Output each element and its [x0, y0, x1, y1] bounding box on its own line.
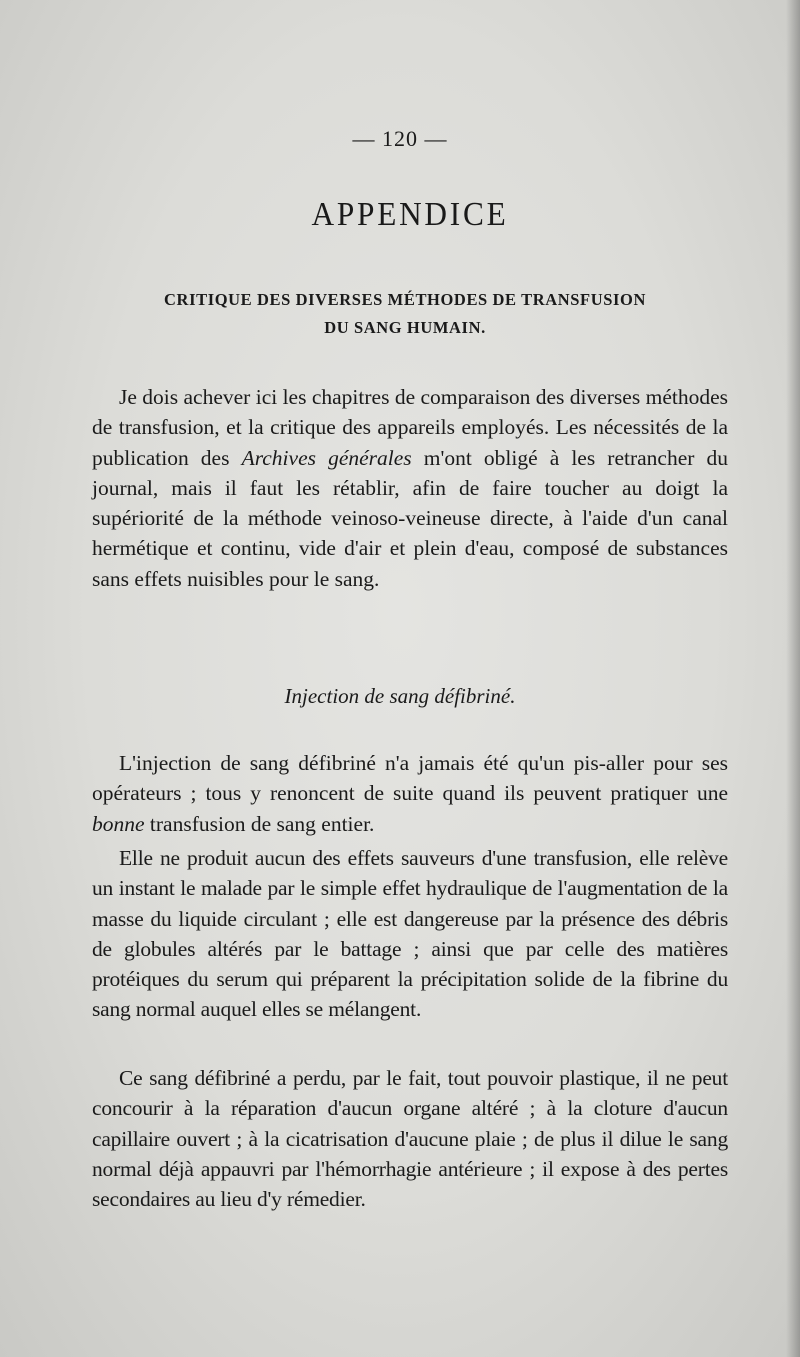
- paragraph-intro-text: [92, 382, 728, 594]
- bonne-italic: bonne: [92, 811, 145, 836]
- paragraph-intro: [92, 382, 728, 594]
- subtitle-line-2: DU SANG HUMAIN.: [324, 318, 486, 337]
- paragraph-effects-text: Elle ne produit aucun des effets sauveurs d'une transfusion, elle relève un instant le malade par le simple effet hydraulique de l'augmentation de la masse du liquide circulant ; elle est dangereuse par la présence des débris de globules altérés par le battage ; ainsi que par celle des matières protéiques du serum qui préparent la précipitation solide de la fibrine du sang normal auquel elles se mélangent.: [92, 846, 728, 1022]
- page-number: — 120 —: [352, 126, 448, 151]
- paragraph-injection-part-1: L'injection de sang défibriné n'a jamais été qu'un pis-aller pour ses opérateurs ; tous y renoncent de suite quand ils peuvent pratiquer une: [92, 751, 728, 806]
- paragraph-injection-part-2: transfusion de sang entier.: [144, 811, 375, 836]
- paragraph-conclusion: [92, 1063, 728, 1214]
- subtitle-line-1: CRITIQUE DES DIVERSES MÉTHODES DE TRANSFUSION: [164, 290, 646, 309]
- paragraph-intro-part-1: Je dois achever ici les chapitres de comparaison des diverses méthodes de transfusion, et la critique des appareils employés. Les nécessités de la publication des: [92, 385, 728, 470]
- section-heading: Injection de sang défibriné.: [284, 684, 516, 708]
- page-edge-shadow: [786, 0, 800, 1357]
- archives-title-italic: Archives générales: [241, 445, 412, 470]
- paragraph-intro-part-2: m'ont obligé à les retrancher du journal, mais il faut les rétablir, afin de faire toucher au doigt la supériorité de la méthode veinoso-veineuse directe, à l'aide d'un canal hermétique et continu, vide d'air et plein d'eau, composé de substances sans effets nuisibles pour le sang.: [92, 445, 729, 591]
- section-subtitle: [90, 286, 720, 342]
- paragraph-effects: [92, 843, 728, 1025]
- page-title: APPENDICE: [311, 196, 509, 233]
- paragraph-injection-text: [92, 748, 728, 839]
- paragraph-conclusion-text: Ce sang défibriné a perdu, par le fait, tout pouvoir plastique, il ne peut concourir à la réparation d'aucun organe altéré ; à la cloture d'aucun capillaire ouvert ; à la cicatrisation d'aucune plaie ; de plus il dilue le sang normal déjà appauvri par l'hémorrhagie antérieure ; il expose à des pertes secondaires au lieu d'y rémedier.: [92, 1066, 728, 1212]
- paragraph-injection: [92, 748, 728, 839]
